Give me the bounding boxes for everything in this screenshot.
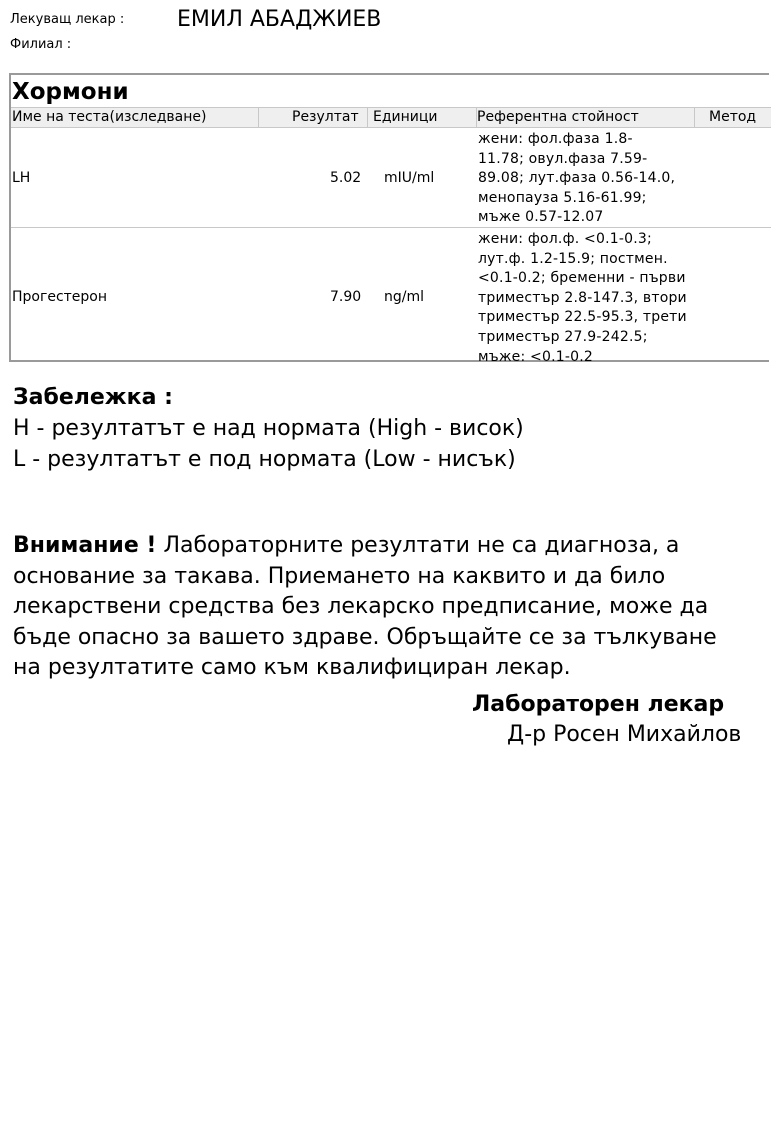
lab-doctor-name: Д-р Росен Михайлов: [507, 722, 742, 747]
note-low: L - резултатът е под нормата (Low - нисък): [13, 447, 516, 472]
column-header-reference: Референтна стойност: [477, 109, 639, 125]
warning-paragraph: Внимание ! Лабораторните резултати не са диагноза, а основание за такава. Приемането на каквито и да било лекарствени средства без лекарско предписание, може да бъде опасно за вашето здраве. Обръщайте се за тълкуване на резултатите само към квалифициран лекар.: [13, 533, 717, 681]
reference-range-cell: жени: фол.фаза 1.8- 11.78; овул.фаза 7.59- 89.08; лут.фаза 0.56-14.0, менопауза 5.16-61.99; мъже 0.57-12.07: [478, 131, 676, 226]
test-name-cell: LH: [12, 170, 31, 186]
units-cell: mIU/ml: [384, 170, 435, 186]
column-header-units: Единици: [373, 109, 438, 125]
column-header-result: Резултат: [292, 109, 359, 125]
treating-doctor-label: Лекуващ лекар :: [10, 12, 125, 27]
table-header-row: [11, 107, 771, 128]
results-table: [9, 73, 769, 365]
table-row: [11, 127, 771, 227]
table-row: [11, 228, 771, 365]
note-high: H - резултатът е над нормата (High - висок): [13, 416, 524, 441]
section-title: Хормони: [12, 79, 129, 105]
note-title: Забележка :: [13, 385, 173, 410]
column-header-test-name: Име на теста(изследване): [12, 109, 207, 125]
column-header-method: Метод: [709, 109, 757, 125]
treating-doctor-name: ЕМИЛ АБАДЖИЕВ: [177, 7, 382, 32]
branch-label: Филиал :: [10, 37, 72, 52]
test-name-cell: Прогестерон: [12, 289, 108, 305]
warning-lead: Внимание !: [13, 533, 157, 558]
lab-doctor-title: Лабораторен лекар: [472, 692, 725, 717]
result-value-cell: 7.90: [330, 289, 362, 305]
units-cell: ng/ml: [384, 289, 425, 305]
reference-range-cell: жени: фол.ф. <0.1-0.3; лут.ф. 1.2-15.9; постмен. <0.1-0.2; бременни - първи триместър 2.8-147.3, втори триместър 22.5-95.3, трети триместър 27.9-242.5; мъже: <0.1-0.2: [478, 231, 687, 365]
result-value-cell: 5.02: [330, 170, 362, 186]
